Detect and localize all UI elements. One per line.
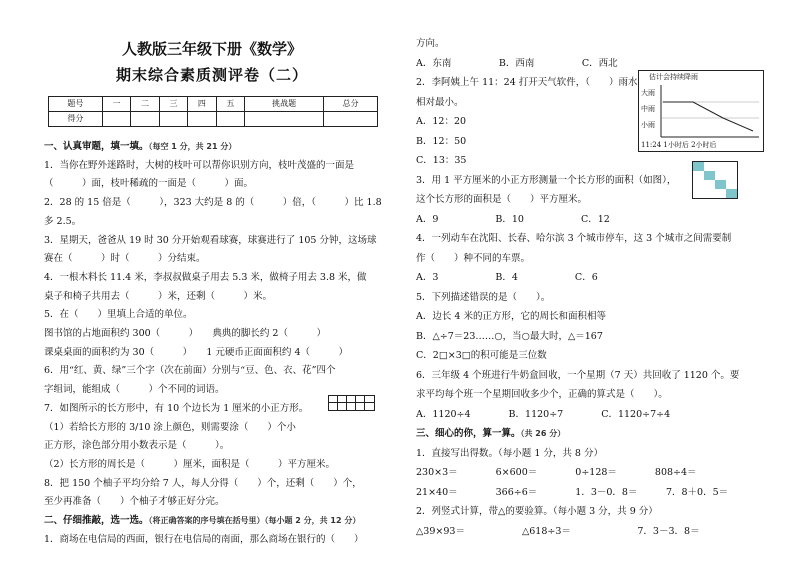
- line-text: 相对最小。: [416, 96, 464, 108]
- question-line: [44, 178, 253, 189]
- question-line: [416, 233, 731, 244]
- line-text: 5．下列描述错误的是（ ）。: [416, 291, 551, 303]
- line-text: 作（ ）种不同的车票。: [416, 252, 531, 264]
- question-line: [416, 350, 547, 361]
- question-line: [416, 370, 739, 381]
- question-line: [416, 487, 728, 498]
- line-text: 桌子和椅子共用去（ ）米，还剩（ ）米。: [44, 290, 273, 302]
- score-input-cell[interactable]: [216, 112, 244, 127]
- question-line: [416, 272, 598, 283]
- score-input-cell[interactable]: [188, 112, 216, 127]
- line-text: C．13：35: [416, 155, 467, 166]
- section-note: （将正确答案的序号填在括号里）（每小题 2 分，共 12 分）: [148, 516, 361, 525]
- question-line: [416, 506, 658, 517]
- question-line: [44, 235, 376, 246]
- question-line: [416, 194, 587, 205]
- line-text: 1．直接写出得数。（每小题 1 分，共 8 分）: [416, 447, 603, 459]
- question-line: [416, 292, 550, 303]
- question-line: [416, 214, 610, 225]
- question-line: [416, 136, 466, 147]
- score-header-cell: 二: [131, 97, 159, 112]
- line-text: 一、认真审题，填一填。: [44, 141, 149, 152]
- line-text: B．△÷7＝23……○，当○最大时，△＝167: [416, 330, 603, 342]
- score-input-cell[interactable]: [159, 112, 187, 127]
- line-text: （1）若给长方形的 3/10 涂上颜色，则需要涂（ ）个小: [44, 421, 296, 433]
- question-line: [416, 526, 700, 537]
- question-line: [44, 459, 335, 470]
- question-line: [416, 311, 606, 322]
- chart-label-heavy: 大雨: [641, 89, 655, 97]
- score-input-cell[interactable]: [131, 112, 159, 127]
- question-line: [44, 197, 382, 208]
- line-text: 6．三年级 4 个班进行牛奶盒回收，一个星期（7 天）共回收了 1120 个。要: [416, 369, 740, 381]
- line-text: 多 2.5。: [44, 215, 82, 227]
- line-text: 1．商场在电信局的西面，银行在电信局的南面，那么商场在银行的（ ）: [44, 533, 364, 545]
- section-heading: [44, 515, 360, 526]
- question-line: [416, 77, 638, 88]
- line-text: 5．在（ ）里填上合适的单位。: [44, 309, 193, 321]
- line-text: C．2□×3□的积可能是三位数: [416, 350, 547, 361]
- question-line: [44, 534, 364, 545]
- question-line: [44, 272, 367, 283]
- exam-subtitle: 期末综合素质测评卷（二）: [115, 66, 308, 84]
- score-input-cell[interactable]: [102, 112, 130, 127]
- line-text: A．边长 4 米的正方形，它的周长和面积相等: [416, 311, 606, 322]
- question-line: [416, 253, 530, 264]
- line-text: 7．如图所示的长方形中，有 10 个边长为 1 厘米的小正方形。: [44, 402, 309, 414]
- question-line: [44, 328, 326, 339]
- question-line: [416, 467, 697, 478]
- line-text: 230×3＝ 6×600＝ 0÷128＝ 808÷4＝: [416, 467, 697, 478]
- line-text: 这个长方形的面积是（ ）平方厘米。: [416, 194, 588, 205]
- score-input-cell[interactable]: [324, 112, 378, 127]
- line-text: 6．用“红、黄、绿”三个字（次在前面）分别与“豆、色、衣、花”四个: [44, 365, 336, 377]
- line-text: （ ）面，枝叶稀疏的一面是（ ）面。: [44, 178, 254, 190]
- question-line: [416, 409, 670, 420]
- line-text: 8．把 150 个柚子平均分给 7 人，每人分得（ ）个，还剩（ ）个，: [44, 477, 362, 489]
- chart-title: 估计会持续降雨: [649, 73, 698, 81]
- question-line: [416, 175, 676, 186]
- line-text: A．1120÷4 B．1120÷7 C．1120÷7÷4: [416, 408, 671, 420]
- rain-level-line: [663, 102, 753, 131]
- line-text: 21×40＝ 366÷6＝ 1．3－0．8＝ 7．8＋0．5＝: [416, 486, 729, 498]
- question-line: [44, 347, 348, 358]
- question-line: [44, 291, 272, 302]
- score-table-header-row: [49, 97, 378, 112]
- score-header-cell: 四: [188, 97, 216, 112]
- question-line: [44, 365, 335, 376]
- question-line: [44, 216, 81, 227]
- question-line: [44, 160, 354, 171]
- line-text: 2．28 的 15 倍是（ ），323 大约是 8 的（ ）倍，（ ）比 1.8: [44, 197, 382, 209]
- question-line: [416, 155, 466, 166]
- question-line: [44, 422, 296, 433]
- question-line: [416, 97, 464, 108]
- score-header-cell: 挑战题: [245, 97, 324, 112]
- score-table-score-row: [49, 112, 378, 127]
- question-line: [44, 253, 206, 264]
- rain-forecast-chart: [638, 70, 764, 152]
- chart-label-light: 小雨: [641, 121, 655, 129]
- score-header-cell: 一: [102, 97, 130, 112]
- line-text: 3．星期天，爸爸从 19 时 30 分开始观看球赛，球赛进行了 105 分钟，这场球: [44, 234, 377, 246]
- line-text: 1．当你在野外迷路时，大树的枝叶可以帮你识别方向，枝叶茂盛的一面是: [44, 159, 355, 171]
- line-text: 4．一列动车在沈阳、长春、哈尔滨 3 个城市停车，这 3 个城市之间需要制: [416, 233, 732, 244]
- area-measure-figure: [692, 161, 738, 199]
- line-text: 字组词，能组成（ ）个不同的词语。: [44, 384, 225, 396]
- rectangle-grid-figure: [328, 395, 375, 411]
- line-text: A．9 B．10 C．12: [416, 213, 610, 225]
- line-text: A．东南 B．西南 C．西北: [416, 57, 618, 69]
- score-row-label: 得分: [49, 112, 103, 127]
- line-text: 正方形，涂色部分用小数表示是（ ）。: [44, 440, 230, 452]
- question-line: [416, 389, 668, 400]
- question-line: [44, 496, 225, 507]
- line-text: 3．用 1 平方厘米的小正方形测量一个长方形的面积（如图），: [416, 174, 677, 186]
- line-text: （2）长方形的周长是（ ）厘米，面积是（ ）平方厘米。: [44, 458, 336, 470]
- score-header-cell: 题号: [49, 97, 103, 112]
- line-text: 图书馆的占地面积约 300（ ） 典典的脚长约 2（ ）: [44, 328, 326, 339]
- line-text: 方向。: [416, 38, 445, 49]
- line-text: 求平均每个班一个星期回收多少个，正确的算式是（ ）。: [416, 389, 668, 400]
- score-input-cell[interactable]: [245, 112, 324, 127]
- section-note: （共 26 分）: [520, 429, 566, 438]
- score-header-cell: 五: [216, 97, 244, 112]
- right-column: [416, 38, 782, 558]
- section-heading: [44, 141, 236, 152]
- line-text: 2．李阿姨上午 11：24 打开天气软件，（ ）雨水: [416, 77, 638, 88]
- line-text: A．3 B．4 C．6: [416, 272, 598, 283]
- line-text: 课桌桌面的面积约为 30（ ） 1 元硬币正面面积约 4（ ）: [44, 346, 348, 358]
- line-text: A．12：20: [416, 116, 467, 127]
- line-text: B．12：50: [416, 135, 467, 147]
- question-line: [416, 58, 618, 69]
- question-line: [416, 448, 603, 459]
- question-line: [44, 440, 229, 451]
- line-text: 至少再准备（ ）个柚子才够正好分完。: [44, 496, 225, 508]
- chart-x-axis-label: 11:24 1小时后 2小时后: [641, 140, 717, 149]
- line-text: 赛在（ ）时（ ）分结束。: [44, 253, 206, 265]
- section-heading: [416, 428, 565, 439]
- chart-plot: [639, 71, 763, 151]
- question-line: [44, 403, 308, 414]
- question-line: [416, 116, 466, 127]
- line-text: 4．一根木料长 11.4 米，李叔叔做桌子用去 5.3 米，做椅子用去 3.8 米，做: [44, 271, 367, 283]
- question-line: [416, 38, 445, 49]
- left-column: [44, 38, 380, 558]
- score-header-cell: 总分: [324, 97, 378, 112]
- score-header-cell: 三: [159, 97, 187, 112]
- section-note: （每空 1 分，共 21 分）: [148, 142, 237, 151]
- question-line: [44, 478, 362, 489]
- chart-label-medium: 中雨: [641, 105, 655, 113]
- question-line: [44, 309, 193, 320]
- line-text: △39×93＝ △618÷3＝ 7．3－3．8＝: [416, 525, 700, 537]
- line-text: 三、细心的你，算一算。: [416, 428, 521, 439]
- question-line: [44, 384, 225, 395]
- line-text: 二、仔细推敲，选一选。: [44, 515, 149, 526]
- question-line: [416, 331, 603, 342]
- line-text: 2．列竖式计算，带△的要验算。（每小题 3 分，共 9 分）: [416, 506, 658, 517]
- score-table: [48, 96, 378, 127]
- exam-title: 人教版三年级下册《数学》: [121, 40, 302, 58]
